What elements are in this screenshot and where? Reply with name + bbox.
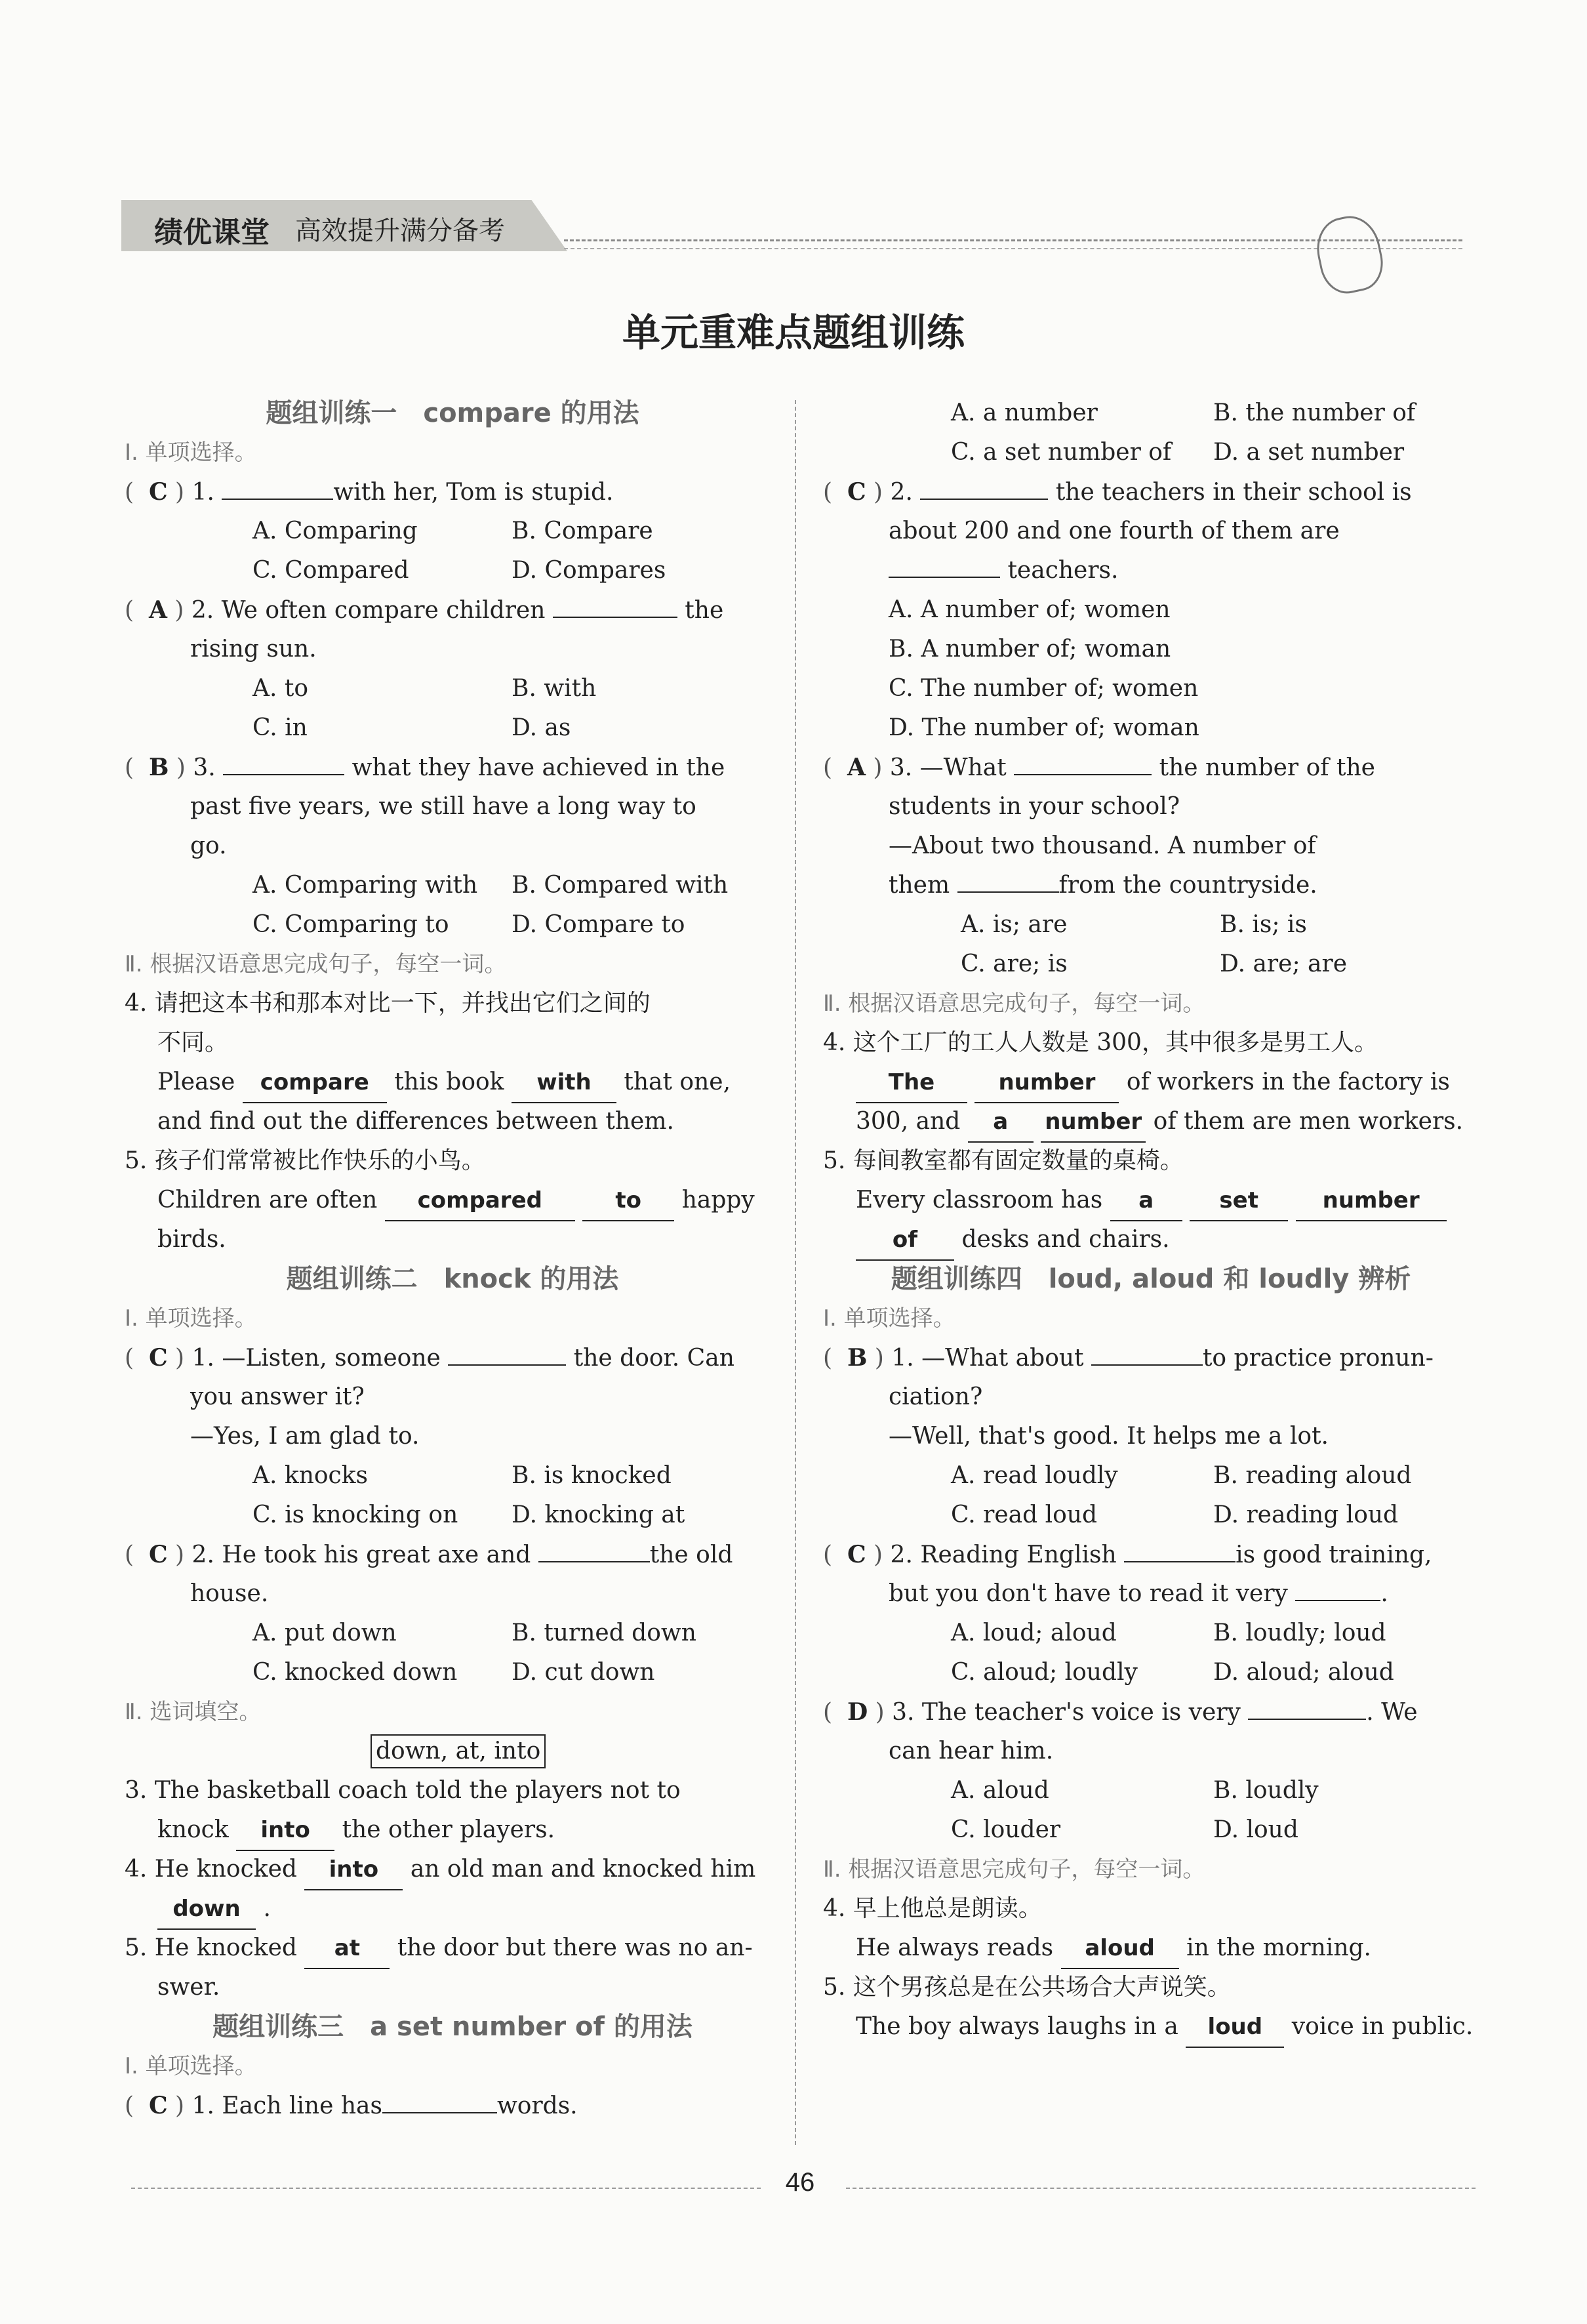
option-c: C. Compared [252, 557, 409, 584]
question-number: 2. [890, 479, 913, 506]
question-cn: 5. 每间教室都有固定数量的桌椅。 [823, 1147, 1184, 1174]
sentence-text: of them are men workers. [1153, 1108, 1464, 1135]
filled-answer: a [1110, 1181, 1182, 1221]
option-c: C. are; is [961, 950, 1068, 977]
question-number: 3. [193, 754, 216, 781]
question-line: you answer it? [190, 1383, 365, 1410]
option-a: A. put down [252, 1620, 397, 1646]
answer-blank [920, 475, 1048, 500]
question-cn: 4. 早上他总是朗读。 [823, 1895, 1042, 1922]
brand-name: 绩优课堂 [154, 216, 270, 249]
sentence-text: Please [157, 1069, 235, 1095]
answer-blank [223, 750, 344, 775]
question-cn: 不同。 [157, 1029, 229, 1056]
option-a: A. to [252, 675, 309, 702]
question-text: 1. —What about [891, 1345, 1084, 1372]
question-text: 3. —What [889, 754, 1007, 781]
filled-answer: compared [385, 1181, 575, 1221]
option-a: A. Comparing with [252, 872, 478, 899]
filled-answer: aloud [1061, 1928, 1179, 1969]
option-d: D. loud [1213, 1816, 1298, 1843]
question-text: 3. The teacher's voice is very [892, 1699, 1241, 1726]
seal-logo-icon [1311, 211, 1388, 298]
question-line: go. [190, 832, 227, 859]
question-item: ( A ) 3. —What the number of the [823, 748, 1479, 787]
answer-blank [889, 553, 1000, 578]
option-a: A. Comparing [252, 518, 418, 544]
answer-blank [1014, 750, 1152, 775]
filled-answer: set [1190, 1181, 1288, 1221]
question-text: 2. Reading English [890, 1541, 1117, 1568]
option-b: B. loudly [1213, 1777, 1319, 1804]
subsection-heading: Ⅰ. 单项选择。 [125, 439, 257, 466]
question-text: the door. Can [573, 1345, 734, 1372]
question-line: ciation? [889, 1383, 983, 1410]
subsection-heading: Ⅰ. 单项选择。 [125, 2053, 257, 2079]
answer-blank [957, 868, 1059, 893]
question-line: rising sun. [190, 636, 317, 663]
option-a: A. aloud [951, 1777, 1049, 1804]
page-title: 单元重难点题组训练 [622, 310, 965, 355]
sentence-text: and find out the differences between them. [157, 1108, 674, 1135]
answer-letter: C [847, 1541, 866, 1568]
answer-letter: D [847, 1698, 868, 1726]
option-c: C. The number of; women [889, 675, 1199, 702]
question-line: —Well, that's good. It helps me a lot. [889, 1423, 1329, 1450]
option-c: C. in [252, 714, 308, 741]
question-text: the [685, 597, 724, 624]
answer-letter: C [148, 1344, 168, 1372]
option-b: B. reading aloud [1213, 1462, 1412, 1489]
sentence-text: an old man and knocked him [410, 1856, 756, 1883]
question-item: ( A ) 2. We often compare children the [125, 590, 780, 630]
filled-answer: number [1041, 1102, 1146, 1143]
question-text: is good training, [1235, 1541, 1432, 1568]
subsection-heading: Ⅰ. 单项选择。 [125, 1305, 257, 1332]
filled-answer: number [1296, 1181, 1447, 1221]
option-d: D. a set number [1213, 439, 1405, 466]
question-item: ( C ) 2. Reading English is good training, [823, 1535, 1479, 1574]
sentence-text: the other players. [342, 1816, 555, 1843]
filled-answer: of [856, 1220, 954, 1261]
answer-blank [553, 593, 677, 618]
sentence-text: 4. He knocked [125, 1856, 297, 1883]
answer-blank [448, 1341, 566, 1366]
question-text: 2. He took his great axe and [191, 1541, 531, 1568]
sentence-text: Children are often [157, 1187, 378, 1213]
option-a: A. A number of; women [889, 596, 1171, 623]
option-b: B. Compared with [512, 872, 729, 899]
question-text: the teachers in their school is [1055, 479, 1412, 506]
question-number: 1. [191, 479, 214, 506]
answer-letter: B [847, 1344, 868, 1372]
left-column [125, 394, 780, 2125]
section-title: 题组训练三 a set number of 的用法 [212, 2012, 693, 2042]
option-d: D. knocking at [512, 1501, 685, 1528]
question-text: from the countryside. [1058, 872, 1317, 899]
footer-divider [131, 2188, 761, 2189]
question-text: them [889, 872, 950, 899]
option-c: C. a set number of [951, 439, 1172, 466]
option-d: D. reading loud [1213, 1501, 1399, 1528]
sentence-text: the door but there was no an- [397, 1934, 753, 1961]
sentence-text: 300, and [856, 1108, 961, 1135]
question-text: the old [649, 1541, 733, 1568]
question-item: ( B ) 3. what they have achieved in the [125, 748, 780, 787]
question-text: with her, Tom is stupid. [333, 479, 614, 506]
question-text: 2. We often compare children [191, 597, 546, 624]
question-text: . We [1366, 1699, 1418, 1726]
filled-answer: The [856, 1063, 967, 1103]
section-title: 题组训练四 loud, aloud 和 loudly 辨析 [891, 1264, 1411, 1294]
option-b: B. is knocked [512, 1462, 672, 1489]
answer-blank [382, 2089, 497, 2113]
answer-letter: A [148, 596, 167, 624]
answer-blank [1295, 1576, 1380, 1601]
page-number: 46 [785, 2168, 815, 2197]
sentence-text: He always reads [856, 1934, 1054, 1961]
answer-letter: C [148, 2092, 168, 2119]
option-b: B. the number of [1213, 399, 1416, 426]
word-box: down, at, into [371, 1734, 546, 1768]
question-line: about 200 and one fourth of them are [889, 518, 1340, 544]
option-d: D. Compares [512, 557, 666, 584]
option-a: A. a number [951, 399, 1098, 426]
filled-answer: down [157, 1889, 256, 1930]
answer-blank [1091, 1341, 1203, 1366]
question-item: ( C ) 2. the teachers in their school is [823, 472, 1479, 512]
section-title: 题组训练一 compare 的用法 [266, 398, 639, 428]
sentence-text: desks and chairs. [961, 1226, 1170, 1253]
subsection-heading: Ⅰ. 单项选择。 [823, 1305, 955, 1332]
answer-letter: C [148, 478, 168, 506]
footer-divider [846, 2188, 1476, 2189]
sentence-text: that one, [624, 1069, 731, 1095]
filled-answer: at [304, 1928, 390, 1969]
question-text: to practice pronun- [1202, 1345, 1434, 1372]
question-item: ( C ) 1. —Listen, someone the door. Can [125, 1338, 780, 1377]
question-text: the number of the [1159, 754, 1375, 781]
question-item: ( D ) 3. The teacher's voice is very . We [823, 1692, 1479, 1732]
filled-answer: number [974, 1063, 1119, 1103]
option-b: B. is; is [1220, 911, 1307, 938]
answer-letter: A [847, 754, 866, 781]
subsection-heading: Ⅱ. 根据汉语意思完成句子，每空一词。 [823, 990, 1205, 1017]
option-a: A. loud; aloud [951, 1620, 1117, 1646]
option-c: C. aloud; loudly [951, 1659, 1138, 1686]
subsection-heading: Ⅱ. 根据汉语意思完成句子，每空一词。 [125, 951, 507, 977]
answer-letter: C [148, 1541, 168, 1568]
question-text: but you don't have to read it very [889, 1580, 1288, 1607]
sentence-text: swer. [157, 1974, 220, 2001]
option-a: A. knocks [252, 1462, 369, 1489]
sentence-text: Every classroom has [856, 1187, 1103, 1213]
option-d: D. Compare to [512, 911, 685, 938]
sentence-text: 5. He knocked [125, 1934, 297, 1961]
section-title: 题组训练二 knock 的用法 [286, 1264, 619, 1294]
filled-answer: with [512, 1063, 616, 1103]
option-d: D. as [512, 714, 571, 741]
option-c: C. is knocking on [252, 1501, 458, 1528]
column-divider [795, 400, 796, 2145]
question-text: 1. Each line has [191, 2092, 382, 2119]
sentence-text: . [263, 1895, 271, 1922]
answer-blank [538, 1538, 650, 1562]
sentence-text: happy [681, 1187, 755, 1213]
answer-letter: B [148, 754, 169, 781]
option-a: A. is; are [961, 911, 1068, 938]
option-b: B. with [512, 675, 597, 702]
question-text: words. [496, 2092, 578, 2119]
sentence-text: The boy always laughs in a [856, 2013, 1178, 2040]
sentence-text: of workers in the factory is [1126, 1069, 1450, 1095]
option-a: A. read loudly [951, 1462, 1118, 1489]
option-c: C. louder [951, 1816, 1061, 1843]
answer-blank [1124, 1538, 1235, 1562]
question-item: ( C ) 1. with her, Tom is stupid. [125, 472, 780, 512]
option-d: D. are; are [1220, 950, 1347, 977]
question-line: —About two thousand. A number of [889, 832, 1316, 859]
filled-answer: compare [243, 1063, 387, 1103]
option-b: B. turned down [512, 1620, 696, 1646]
question-item: ( B ) 1. —What about to practice pronun- [823, 1338, 1479, 1377]
question-line: —Yes, I am glad to. [190, 1423, 420, 1450]
subsection-heading: Ⅱ. 选词填空。 [125, 1699, 262, 1725]
answer-blank [222, 475, 333, 500]
sentence-text: this book [394, 1069, 504, 1095]
sentence-text: birds. [157, 1226, 226, 1253]
option-d: D. aloud; aloud [1213, 1659, 1394, 1686]
question-line: past five years, we still have a long way to [190, 793, 696, 820]
question-text: what they have achieved in the [352, 754, 725, 781]
subsection-heading: Ⅱ. 根据汉语意思完成句子，每空一词。 [823, 1856, 1205, 1883]
answer-letter: C [847, 478, 866, 506]
filled-answer: into [236, 1810, 334, 1851]
option-c: C. Comparing to [252, 911, 449, 938]
option-b: B. Compare [512, 518, 653, 544]
question-line: house. [190, 1580, 269, 1607]
question-item: ( C ) 2. He took his great axe and the old [125, 1535, 780, 1574]
filled-answer: into [304, 1850, 403, 1890]
question-text: 1. —Listen, someone [191, 1345, 441, 1372]
option-d: D. cut down [512, 1659, 655, 1686]
question-cn: 5. 孩子们常常被比作快乐的小鸟。 [125, 1147, 485, 1174]
question-cn: 4. 这个工厂的工人人数是 300，其中很多是男工人。 [823, 1029, 1378, 1056]
filled-answer: a [968, 1102, 1034, 1143]
option-c: C. read loud [951, 1501, 1098, 1528]
option-d: D. The number of; woman [889, 714, 1199, 741]
right-column: A. a number B. the number of C. a set number of D. a set number ( C ) 2. the teachers in their school is about 200 and one fourth of them are teachers. A. A number of; women B. A number of; woman C. The number of; women D. The number of; woman ( A ) 3. —What the number of the students in your school? —About two thousand. A number of them from the countryside. A. is; are B. is; is C. are; is D. are; are Ⅱ. 根据汉语意思完成句子，每空一词。 4. 这个工厂的工人人数是 300，其中很多是男工人。 The number of workers in the factory is 300, and a number of them are men workers. 5. 每间教室都有固定数量的桌椅。 Every classroom has a set number of desks and chairs. 题组训练四 loud, aloud 和 loudly 辨析 Ⅰ. 单项选择。 ( B ) 1. —What about to practice pronun- ciation? —Well, that's good. It helps me a lot. A. read loudly B. reading aloud C. read loud D. reading loud ( C ) 2. Reading English is good training, but you don't have to read it very . A. loud; aloud B. loudly; loud C. aloud; loudly D. aloud; aloud ( D ) 3. The teacher's voice is very . We can hear him. A. aloud B. loudly C. louder D. loud Ⅱ. 根据汉语意思完成句子，每空一词。 4. 早上他总是朗读。 He always reads aloud in the morning. 5. 这个男孩总是在公共场合大声说笑。 The boy always laughs in a loud voice in public. [823, 394, 1479, 2047]
option-c: C. knocked down [252, 1659, 458, 1686]
question-text: teachers. [1007, 557, 1119, 584]
sentence-text: knock [157, 1816, 229, 1843]
question-cn: 5. 这个男孩总是在公共场合大声说笑。 [823, 1974, 1231, 2001]
question-item: ( C ) 1. Each line has words. [125, 2086, 780, 2125]
question-line: students in your school? [889, 793, 1180, 820]
question-line: can hear him. [889, 1738, 1054, 1764]
option-b: B. loudly; loud [1213, 1620, 1386, 1646]
filled-answer: to [582, 1181, 674, 1221]
filled-answer: loud [1186, 2007, 1284, 2048]
brand-slogan: 高效提升满分备考 [295, 216, 505, 246]
sentence-text: voice in public. [1291, 2013, 1474, 2040]
sentence-text: 3. The basketball coach told the players not to [125, 1777, 681, 1804]
answer-blank [1248, 1695, 1366, 1720]
question-cn: 4. 请把这本书和那本对比一下，并找出它们之间的 [125, 990, 651, 1017]
sentence-text: in the morning. [1186, 1934, 1371, 1961]
option-b: B. A number of; woman [889, 636, 1171, 663]
